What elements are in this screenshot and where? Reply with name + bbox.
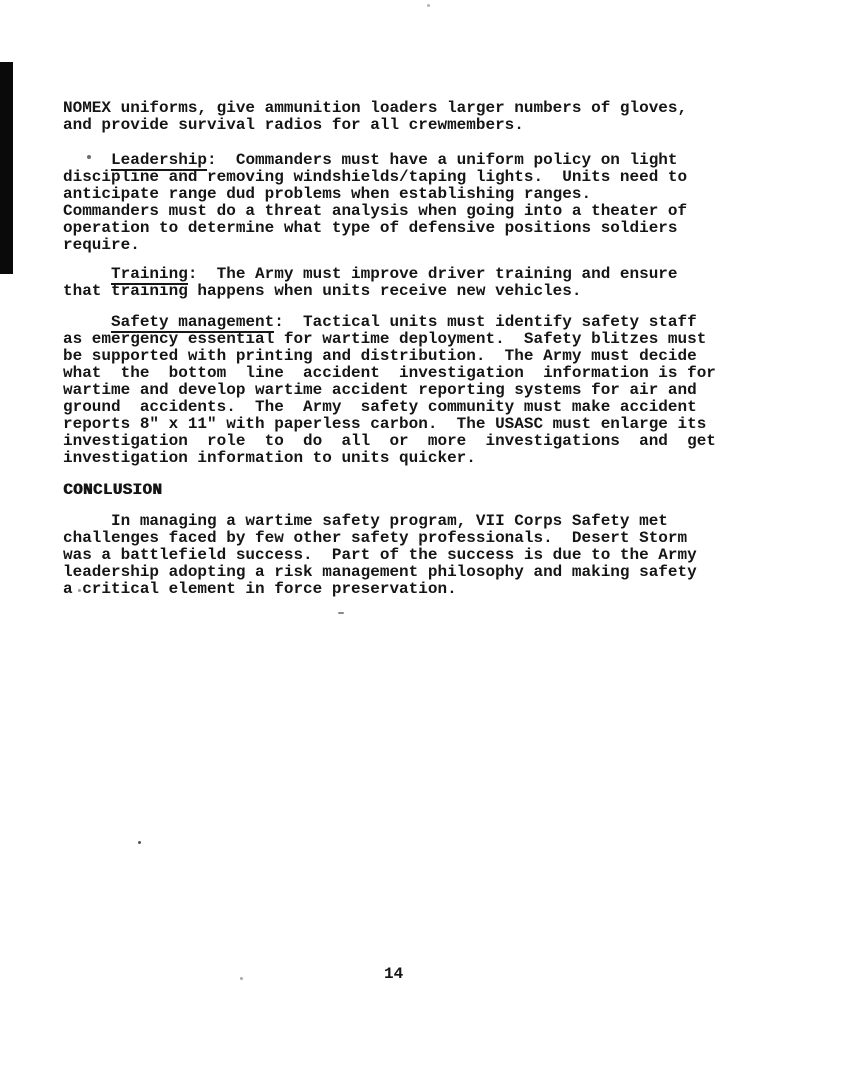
paragraph-conclusion: [63, 513, 783, 598]
text-line: [63, 382, 783, 399]
text-line: [63, 365, 783, 382]
page-number: 14: [384, 965, 404, 983]
text-line: [63, 117, 783, 134]
text-segment: leadership adopting a risk management philosophy and making safety: [63, 563, 697, 581]
text-segment: operation to determine what type of defensive positions soldiers: [63, 219, 678, 237]
text-line: [63, 433, 783, 450]
underlined-text: Leadership: [111, 151, 208, 169]
text-segment: investigation information to units quicker.: [63, 449, 476, 467]
text-line: [63, 564, 783, 581]
paragraph-safety-management: [63, 314, 783, 467]
text-line: [63, 581, 783, 598]
text-segment: and provide survival radios for all crewmembers.: [63, 116, 524, 134]
text-line: [63, 100, 783, 117]
text-segment: : Commanders must have a uniform policy on light: [207, 151, 678, 169]
text-line: [63, 169, 783, 186]
text-line: [63, 152, 783, 169]
text-segment: [63, 313, 111, 331]
paragraph-training: [63, 266, 783, 300]
text-line: [63, 450, 783, 467]
text-line: [63, 203, 783, 220]
text-line: [63, 416, 783, 433]
text-block: [63, 0, 783, 1081]
text-line: [63, 399, 783, 416]
text-segment: [63, 151, 111, 169]
text-line: [63, 266, 783, 283]
text-line: [63, 482, 783, 499]
text-segment: that training happens when units receive new vehicles.: [63, 282, 582, 300]
text-line: [63, 186, 783, 203]
text-segment: as emergency essential for wartime deployment. Safety blitzes must: [63, 330, 707, 348]
text-line: [63, 237, 783, 254]
paragraph-intro: [63, 100, 783, 134]
text-segment: was a battlefield success. Part of the success is due to the Army: [63, 546, 697, 564]
paragraph-leadership: [63, 152, 783, 254]
text-line: [63, 513, 783, 530]
underlined-text: Safety management: [111, 313, 275, 331]
text-segment: investigation role to do all or more investigations and get: [63, 432, 716, 450]
text-segment: NOMEX uniforms, give ammunition loaders larger numbers of gloves,: [63, 99, 688, 117]
text-segment: Commanders must do a threat analysis when going into a theater of: [63, 202, 688, 220]
text-segment: be supported with printing and distribution. The Army must decide: [63, 347, 697, 365]
text-segment: discipline and removing windshields/taping lights. Units need to: [63, 168, 688, 186]
text-segment: a critical element in force preservation.: [63, 580, 457, 598]
text-segment: require.: [63, 236, 140, 254]
conclusion-heading: [63, 482, 783, 499]
scan-artifact-bar: [0, 62, 13, 274]
text-line: [63, 283, 783, 300]
text-segment: reports 8" x 11" with paperless carbon. The USASC must enlarge its: [63, 415, 707, 433]
text-segment: ground accidents. The Army safety community must make accident: [63, 398, 697, 416]
underlined-text: Training: [111, 265, 188, 283]
text-segment: In managing a wartime safety program, VII Corps Safety met: [63, 512, 668, 530]
text-segment: what the bottom line accident investigation information is for: [63, 364, 716, 382]
text-segment: : The Army must improve driver training and ensure: [187, 265, 678, 283]
text-line: [63, 348, 783, 365]
text-segment: anticipate range dud problems when establishing ranges.: [63, 185, 592, 203]
text-line: [63, 530, 783, 547]
text-line: [63, 547, 783, 564]
text-segment: : Tactical units must identify safety staff: [274, 313, 697, 331]
text-line: [63, 220, 783, 237]
text-segment: challenges faced by few other safety professionals. Desert Storm: [63, 529, 688, 547]
text-segment: CONCLUSION: [63, 481, 163, 499]
text-line: [63, 331, 783, 348]
text-line: [63, 314, 783, 331]
text-segment: [63, 265, 111, 283]
text-segment: wartime and develop wartime accident reporting systems for air and: [63, 381, 697, 399]
